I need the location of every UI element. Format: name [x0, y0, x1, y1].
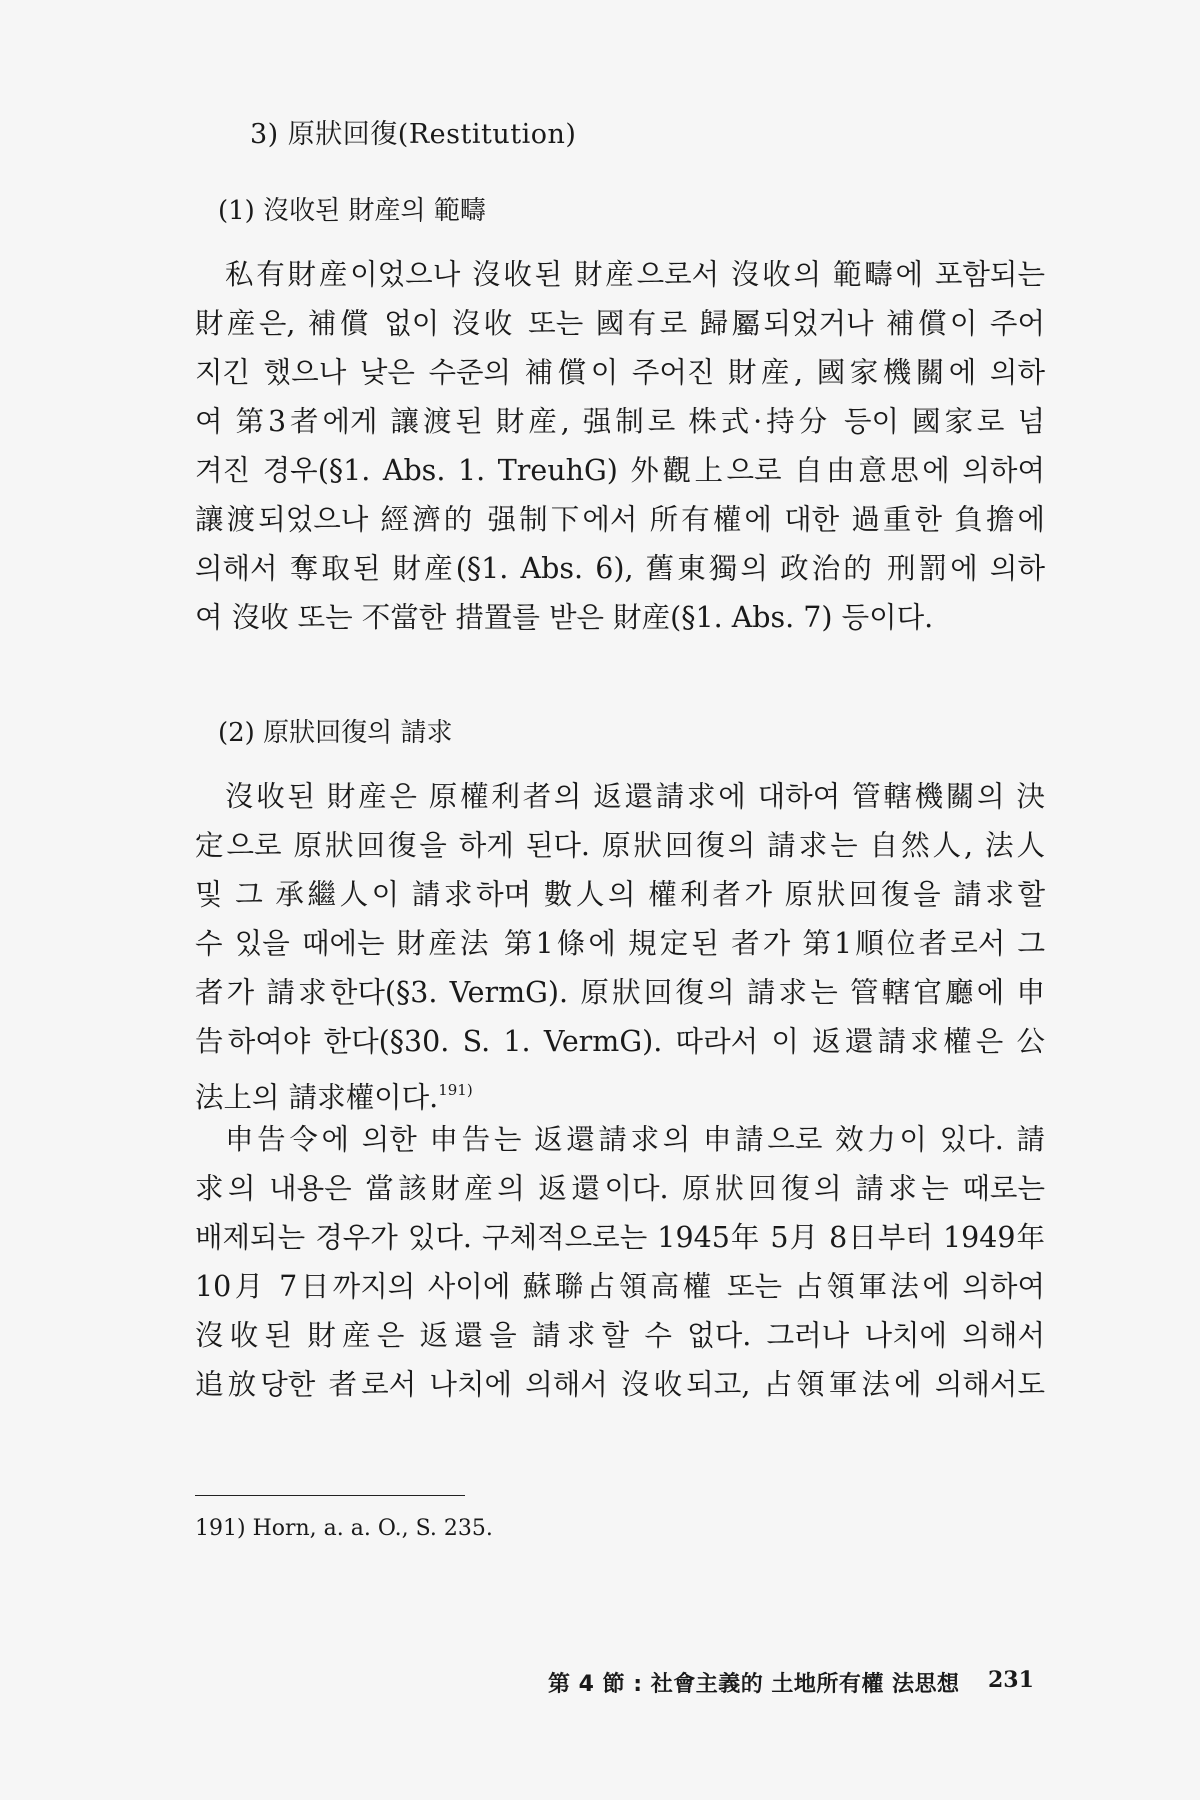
footnote-reference[interactable]: 191)	[438, 1081, 473, 1099]
paragraph-line-with-footnote	[195, 1066, 1045, 1115]
paragraph-line: 求의 내용은 當該財産의 返還이다. 原狀回復의 請求는 때로는	[195, 1172, 1045, 1205]
paragraph-3	[195, 1115, 1045, 1409]
paragraph-line: 定으로 原狀回復을 하게 된다. 原狀回復의 請求는 自然人, 法人	[195, 829, 1045, 862]
running-footer-title: 第 4 節 : 社會主義的 土地所有權 法思想	[548, 1672, 960, 1697]
paragraph-line: 追放당한 者로서 나치에 의해서 沒收되고, 占領軍法에 의해서도	[195, 1368, 1045, 1401]
paragraph-line: 겨진 경우(§1. Abs. 1. TreuhG) 外觀上으로 自由意思에 의하여	[195, 454, 1045, 487]
paragraph-line: 讓渡되었으나 經濟的 强制下에서 所有權에 대한 過重한 負擔에	[195, 503, 1045, 536]
paragraph-line: 배제되는 경우가 있다. 구체적으로는 1945年 5月 8日부터 1949年	[195, 1221, 1045, 1254]
paragraph-line: 및 그 承繼人이 請求하며 數人의 權利者가 原狀回復을 請求할	[195, 878, 1045, 911]
footnote-separator	[195, 1495, 465, 1496]
subsection-heading-1: (1) 沒收된 財産의 範疇	[218, 196, 486, 226]
paragraph-line: 여 沒收 또는 不當한 措置를 받은 財産(§1. Abs. 7) 등이다.	[195, 601, 934, 634]
paragraph-line: 財産은, 補償 없이 沒收 또는 國有로 歸屬되었거나 補償이 주어	[195, 307, 1045, 340]
paragraph-line: 告하여야 한다(§30. S. 1. VermG). 따라서 이 返還請求權은 公	[195, 1025, 1045, 1058]
paragraph-1	[195, 250, 1045, 642]
subsection-heading-2: (2) 原狀回復의 請求	[218, 718, 453, 748]
paragraph-2	[195, 772, 1045, 1115]
paragraph-line: 수 있을 때에는 財産法 第1條에 規定된 者가 第1順位者로서 그	[195, 927, 1045, 960]
paragraph-line: 私有財産이었으나 沒收된 財産으로서 沒收의 範疇에 포함되는	[225, 258, 1045, 291]
paragraph-line: 沒收된 財産은 返還을 請求할 수 없다. 그러나 나치에 의해서	[195, 1319, 1045, 1352]
paragraph-line: 지긴 했으나 낮은 수준의 補償이 주어진 財産, 國家機關에 의하	[195, 356, 1045, 389]
paragraph-line: 沒收된 財産은 原權利者의 返還請求에 대하여 管轄機關의 決	[225, 780, 1045, 813]
footnote: 191) Horn, a. a. O., S. 235.	[195, 1516, 493, 1541]
paragraph-line: 10月 7日까지의 사이에 蘇聯占領高權 또는 占領軍法에 의하여	[195, 1270, 1045, 1303]
paragraph-line: 여 第3者에게 讓渡된 財産, 强制로 株式·持分 등이 國家로 넘	[195, 405, 1045, 438]
section-title: 3) 原狀回復(Restitution)	[250, 119, 577, 150]
paragraph-line: 의해서 奪取된 財産(§1. Abs. 6), 舊東獨의 政治的 刑罰에 의하	[195, 552, 1045, 585]
paragraph-line: 者가 請求한다(§3. VermG). 原狀回復의 請求는 管轄官廳에 申	[195, 976, 1045, 1009]
page-number: 231	[988, 1667, 1034, 1693]
paragraph-line-text: 法上의 請求權이다.	[195, 1081, 439, 1114]
paragraph-line: 申告令에 의한 申告는 返還請求의 申請으로 效力이 있다. 請	[225, 1123, 1045, 1156]
